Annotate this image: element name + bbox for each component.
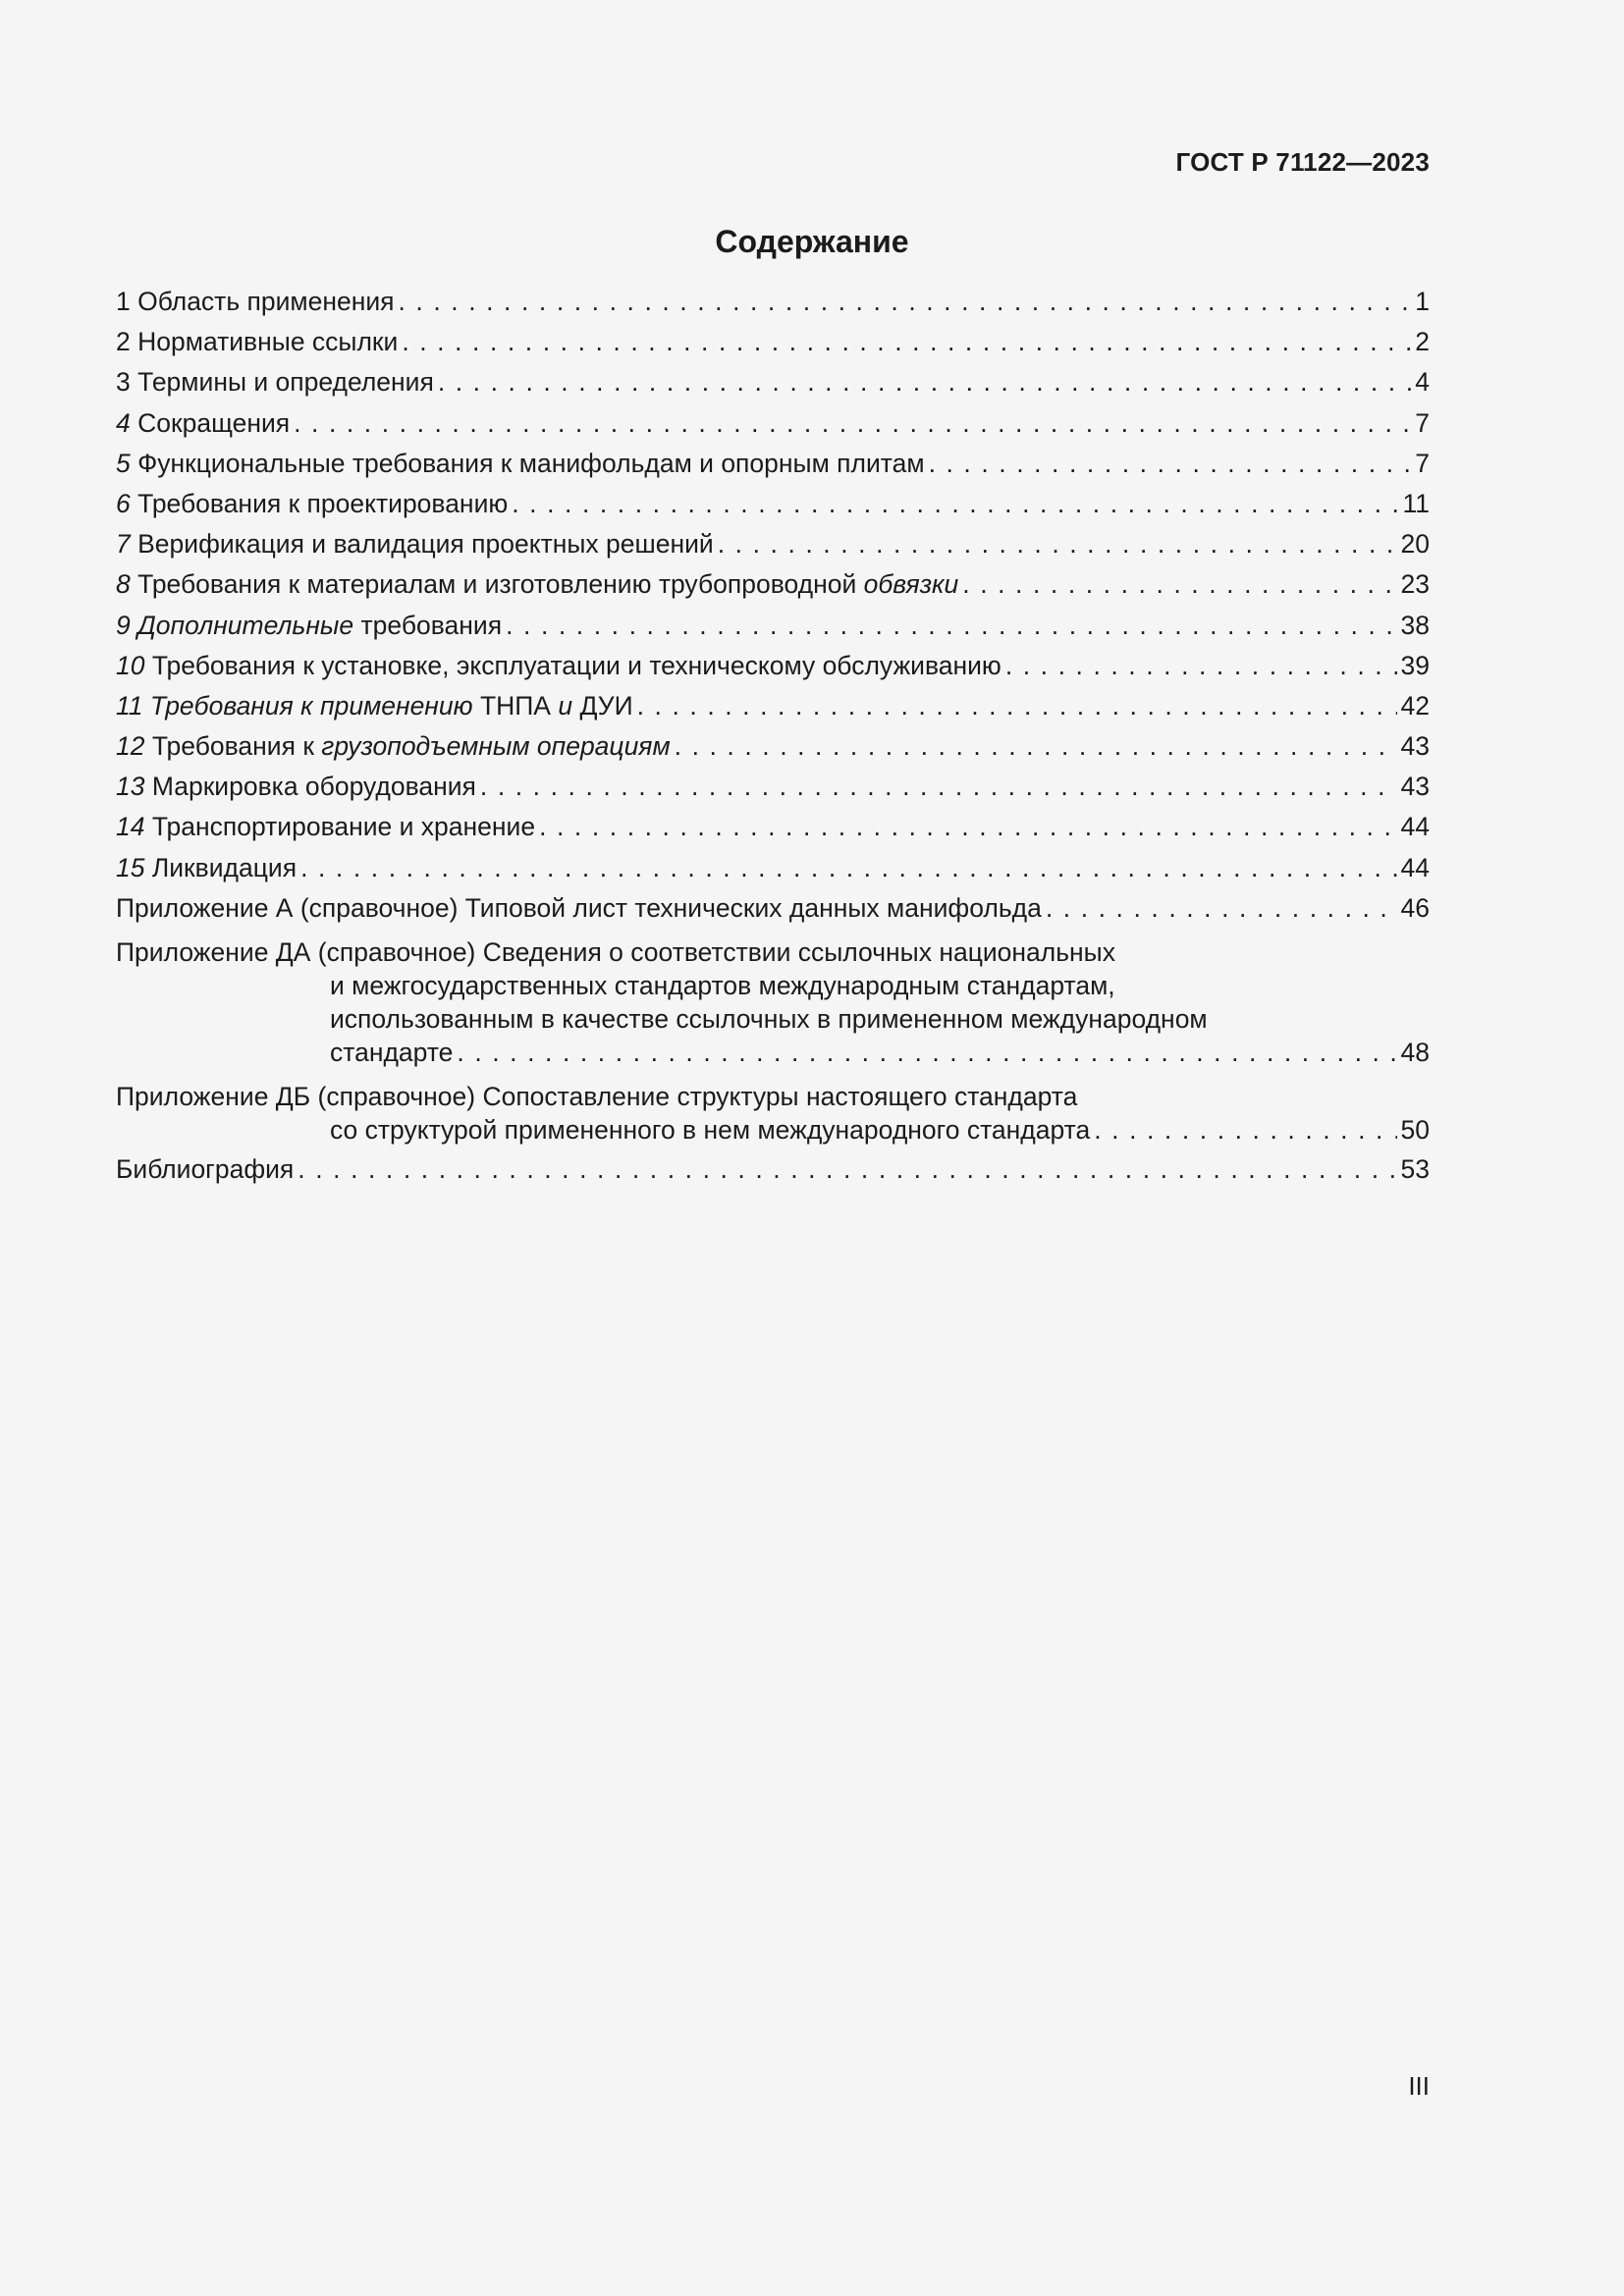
toc-page-number: 38 xyxy=(1400,610,1430,640)
toc-page-number: 42 xyxy=(1400,690,1430,721)
toc-page-number: 1 xyxy=(1415,287,1430,316)
toc-page-number: 20 xyxy=(1400,529,1430,560)
toc-page-number: 50 xyxy=(1400,1115,1430,1145)
dot-leader xyxy=(438,365,1411,399)
dot-leader xyxy=(1094,1113,1396,1147)
dot-leader xyxy=(637,689,1397,722)
toc-page-number: 39 xyxy=(1400,650,1430,680)
toc-entry-14[interactable]: 14 Транспортирование и хранение . . . 44 xyxy=(116,810,1430,850)
dot-leader xyxy=(1046,891,1397,925)
toc-page-number: 48 xyxy=(1400,1038,1430,1067)
toc-entry-13[interactable]: 13 Маркировка оборудования . . . 43 xyxy=(116,770,1430,810)
toc-entry-2[interactable]: 2 Нормативные ссылки . . . 2 xyxy=(116,325,1430,365)
dot-leader xyxy=(1005,649,1397,682)
toc-entry-5[interactable]: 5 Функциональные требования к манифольдам и опорным плитам . . . 7 xyxy=(116,447,1430,487)
toc-entry-9[interactable]: 9 Дополнительные требования . . . 38 xyxy=(116,609,1430,649)
toc-page-number: 43 xyxy=(1400,731,1430,762)
dot-leader xyxy=(300,851,1396,884)
dot-leader xyxy=(962,567,1396,601)
toc-page-number: 44 xyxy=(1400,812,1430,842)
toc-appendix-da[interactable]: Приложение ДА (справочное) Сведения о соответствии ссылочных национальных и межгосударственных стандартов международным стандартам, использованным в качестве ссылочных в примененном международном стандарте . . . 48 xyxy=(116,935,1430,1069)
dot-leader xyxy=(675,729,1397,763)
toc-entry-6[interactable]: 6 Требования к проектированию . . . 11 xyxy=(116,487,1430,527)
toc-page-number: 53 xyxy=(1400,1154,1430,1184)
toc-appendix-db[interactable]: Приложение ДБ (справочное) Сопоставление структуры настоящего стандарта со структурой примененного в нем международного стандарта . . . 50 xyxy=(116,1080,1430,1147)
dot-leader xyxy=(399,285,1412,318)
toc-page-number: 44 xyxy=(1400,852,1430,882)
dot-leader xyxy=(298,1152,1396,1186)
dot-leader xyxy=(512,487,1398,520)
page-number: III xyxy=(1408,2071,1430,2101)
toc-appendix-a[interactable]: Приложение А (справочное) Типовой лист технических данных манифольда . . . 46 xyxy=(116,891,1430,932)
toc-page-number: 43 xyxy=(1400,772,1430,802)
toc-entry-3[interactable]: 3 Термины и определения . . . 4 xyxy=(116,365,1430,405)
dot-leader xyxy=(506,609,1396,642)
document-code: ГОСТ Р 71122—2023 xyxy=(1175,147,1430,177)
toc-entry-15[interactable]: 15 Ликвидация . . . 44 xyxy=(116,851,1430,891)
dot-leader xyxy=(480,770,1397,803)
toc-title: Содержание xyxy=(715,224,909,259)
dot-leader xyxy=(539,810,1396,843)
toc-entry-8[interactable]: 8 Требования к материалам и изготовлению трубопроводной обвязки . . . 23 xyxy=(116,567,1430,608)
toc-entry-4[interactable]: 4 Сокращения . . . 7 xyxy=(116,406,1430,447)
toc-entry-1[interactable]: 1 Область применения . . . 1 xyxy=(116,285,1430,325)
toc-page-number: 46 xyxy=(1400,892,1430,923)
table-of-contents xyxy=(116,285,1430,1193)
toc-page-number: 23 xyxy=(1400,569,1430,600)
toc-page-number: 4 xyxy=(1415,367,1430,398)
dot-leader xyxy=(402,325,1411,358)
toc-bibliography[interactable]: Библиография . . . 53 xyxy=(116,1152,1430,1193)
dot-leader xyxy=(294,406,1411,440)
toc-entry-7[interactable]: 7 Верификация и валидация проектных решений . . . 20 xyxy=(116,527,1430,567)
toc-entry-10[interactable]: 10 Требования к установке, эксплуатации и техническому обслуживанию . . . 39 xyxy=(116,649,1430,689)
dot-leader xyxy=(929,447,1412,480)
toc-page-number: 11 xyxy=(1402,488,1430,518)
dot-leader xyxy=(718,527,1397,561)
toc-entry-12[interactable]: 12 Требования к грузоподъемным операциям . . . 43 xyxy=(116,729,1430,770)
toc-page-number: 2 xyxy=(1415,327,1430,357)
toc-entry-11[interactable]: 11 Требования к применению ТНПА и ДУИ . . . 42 xyxy=(116,689,1430,729)
toc-page-number: 7 xyxy=(1415,448,1430,478)
toc-page-number: 7 xyxy=(1415,407,1430,438)
dot-leader xyxy=(457,1036,1396,1069)
